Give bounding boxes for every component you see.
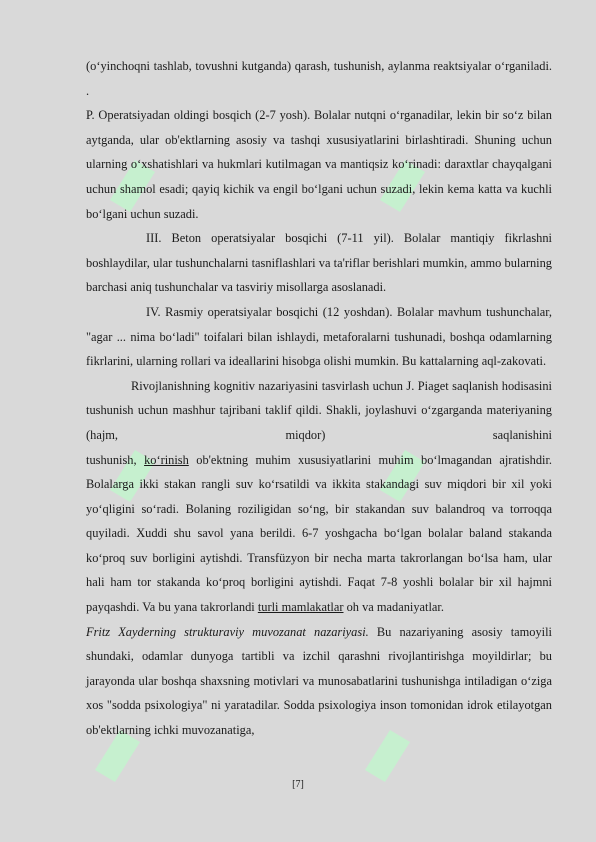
paragraph: IV. Rasmiy operatsiyalar bosqichi (12 yoshdan). Bolalar mavhum tushunchalar, "agar ... nima bo‘ladi" toifalari bilan ishlaydi, metaforalarni tushunadi, boshqa odamlarning fikrlarini, ularning rollari va ideallarini hisobga olishi mumkin. Bu kattalarning aql-zakovati. <box>86 304 552 369</box>
paragraph: Rivojlanishning kognitiv nazariyasini tasvirlash uchun J. Piaget saqlanish hodisasini tushunish uchun mashhur tajribani taklif qildi. Shakli, joylashuvi o‘zgarganda materiyaning (hajm, miqdor) saqlanishini <box>86 378 552 442</box>
text-run: tushunish, <box>86 452 145 467</box>
paragraph <box>86 448 552 620</box>
paragraph: (o‘yinchoqni tashlab, tovushni kutganda) qarash, tushunish, aylanma reaktsiyalar o‘rganiladi. . <box>86 59 552 98</box>
text-run: ob'ektning muhim xususiyatlarini muhim bo‘lmagandan ajratishdir. Bolalarga ikki stakan rangli suv ko‘rsatildi va ikkita stakandagi suv miqdori bir xil yoki yo‘qligini so‘radi. Bolaning roziligidan so‘ng, bir stakandan suv balandroq va torroqqa quyiladi. Xuddi shu savol yana berildi. 6-7 yoshgacha bo‘lgan bolalar baland stakanda ko‘proq suv borligini aytishdi. Transfüzyon bir necha marta takrorlangan bo‘lsa ham, ular hali ham tor stakanda ko‘proq borligini aytishdi. Faqat 7-8 yoshli bolalar bir xil hajmni payqashdi. Va bu yana takrorlandi <box>86 452 553 615</box>
paragraph: III. Beton operatsiyalar bosqichi (7-11 yil). Bolalar mantiqiy fikrlashni boshlaydilar, ular tushunchalarni tasniflashlari va ta'riflar berishlari mumkin, ammo bularning barchasi aniq tushunchalar va tasviriy misollarga asoslanadi. <box>86 231 552 295</box>
body-text <box>86 54 552 743</box>
page-number: [7] <box>292 779 304 790</box>
underlined-term-link[interactable]: turli mamlakatlar <box>257 600 344 615</box>
text-run: Bu nazariyaning asosiy tamoyili shundaki, odamlar dunyoga tartibli va izchil qarashni rivojlantirishga moyildirlar; bu jarayonda ular boshqa shaxsning motivlari va munosabatlarini tushunishga intiladigan o‘ziga xos "sodda psixologiya" ni yaratadilar. Sodda psixologiya inson tomonidan idrok etilayotgan ob'ektlarning ichki muvozanatiga, <box>86 624 552 738</box>
paragraph <box>86 620 552 743</box>
section-title: Fritz Xayderning strukturaviy muvozanat nazariyasi. <box>86 624 369 639</box>
text-run: oh va madaniyatlar. <box>343 600 444 615</box>
paragraph: P. Operatsiyadan oldingi bosqich (2-7 yosh). Bolalar nutqni o‘rganadilar, lekin bir so‘z bilan aytganda, ular ob'ektlarning asosiy va tashqi xususiyatlarini birlashtiradi. Shuning uchun ularning o‘xshatishlari va hukmlari kutilmagan va mantiqsiz ko‘rinadi: daraxtlar chayqalgani uchun shamol esadi; qayiq kichik va engil bo‘lgani uchun suzadi, lekin kema katta va kuchli bo‘lgani uchun suzadi. <box>86 108 552 221</box>
underlined-term-link[interactable]: ko‘rinish <box>144 452 189 467</box>
